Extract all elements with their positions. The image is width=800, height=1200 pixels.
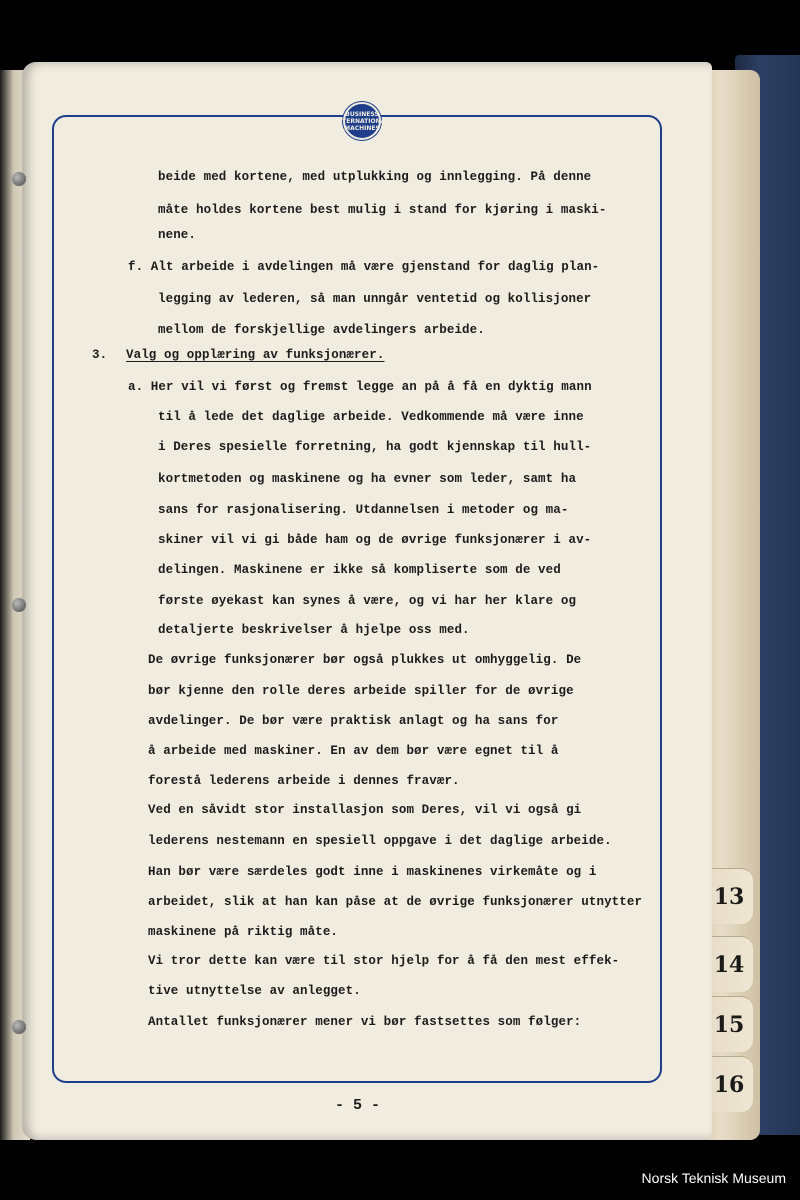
- section-heading: Valg og opplæring av funksjonærer.: [126, 348, 385, 362]
- text-line: skiner vil vi gi både ham og de øvrige funksjonærer i av-: [158, 533, 592, 547]
- text-line: lederens nestemann en spesiell oppgave i det daglige arbeide.: [148, 834, 612, 848]
- text-line: tive utnyttelse av anlegget.: [148, 984, 361, 998]
- index-tab-16[interactable]: 16: [705, 1056, 753, 1112]
- ibm-logo: BUSINESS INTERNATIONAL MACHINES: [343, 102, 381, 140]
- text-line: Ved en såvidt stor installasjon som Deres, vil vi også gi: [148, 803, 582, 817]
- text-line: beide med kortene, med utplukking og innlegging. På denne: [158, 170, 592, 184]
- text-line: sans for rasjonalisering. Utdannelsen i metoder og ma-: [158, 503, 569, 517]
- text-line: i Deres spesielle forretning, ha godt kjennskap til hull-: [158, 440, 592, 454]
- page-number: - 5 -: [335, 1097, 381, 1114]
- text-line: Vi tror dette kan være til stor hjelp for å få den mest effek-: [148, 954, 620, 968]
- text-line: legging av lederen, så man unngår ventetid og kollisjoner: [158, 292, 592, 306]
- text-line: bør kjenne den rolle deres arbeide spiller for de øvrige: [148, 684, 574, 698]
- index-tab-15[interactable]: 15: [705, 996, 753, 1052]
- text-line: avdelinger. De bør være praktisk anlagt og ha sans for: [148, 714, 559, 728]
- index-tab-13[interactable]: 13: [705, 868, 753, 924]
- text-line: kortmetoden og maskinene og ha evner som leder, samt ha: [158, 472, 577, 486]
- text-line: nene.: [158, 228, 197, 242]
- text-line: De øvrige funksjonærer bør også plukkes ut omhyggelig. De: [148, 653, 582, 667]
- text-line: detaljerte beskrivelser å hjelpe oss med.: [158, 623, 470, 637]
- text-line: arbeidet, slik at han kan påse at de øvrige funksjonærer utnytter: [148, 895, 643, 909]
- section-number: 3.: [92, 348, 108, 362]
- index-tab-14[interactable]: 14: [705, 936, 753, 992]
- text-line: Han bør være særdeles godt inne i maskinenes virkemåte og i: [148, 865, 597, 879]
- text-line: forestå lederens arbeide i dennes fravær.: [148, 774, 460, 788]
- text-line: å arbeide med maskiner. En av dem bør være egnet til å: [148, 744, 559, 758]
- text-line: mellom de forskjellige avdelingers arbeide.: [158, 323, 485, 337]
- text-line: første øyekast kan synes å være, og vi har her klare og: [158, 594, 577, 608]
- museum-watermark: Norsk Teknisk Museum: [641, 1170, 786, 1186]
- text-line: a. Her vil vi først og fremst legge an på å få en dyktig mann: [128, 380, 592, 394]
- text-line: maskinene på riktig måte.: [148, 925, 339, 939]
- text-line: måte holdes kortene best mulig i stand for kjøring i maski-: [158, 203, 607, 217]
- text-line: f. Alt arbeide i avdelingen må være gjenstand for daglig plan-: [128, 260, 600, 274]
- text-line: delingen. Maskinene er ikke så kompliserte som de ved: [158, 563, 561, 577]
- text-line: Antallet funksjonærer mener vi bør fastsettes som følger:: [148, 1015, 582, 1029]
- text-line: til å lede det daglige arbeide. Vedkommende må være inne: [158, 410, 584, 424]
